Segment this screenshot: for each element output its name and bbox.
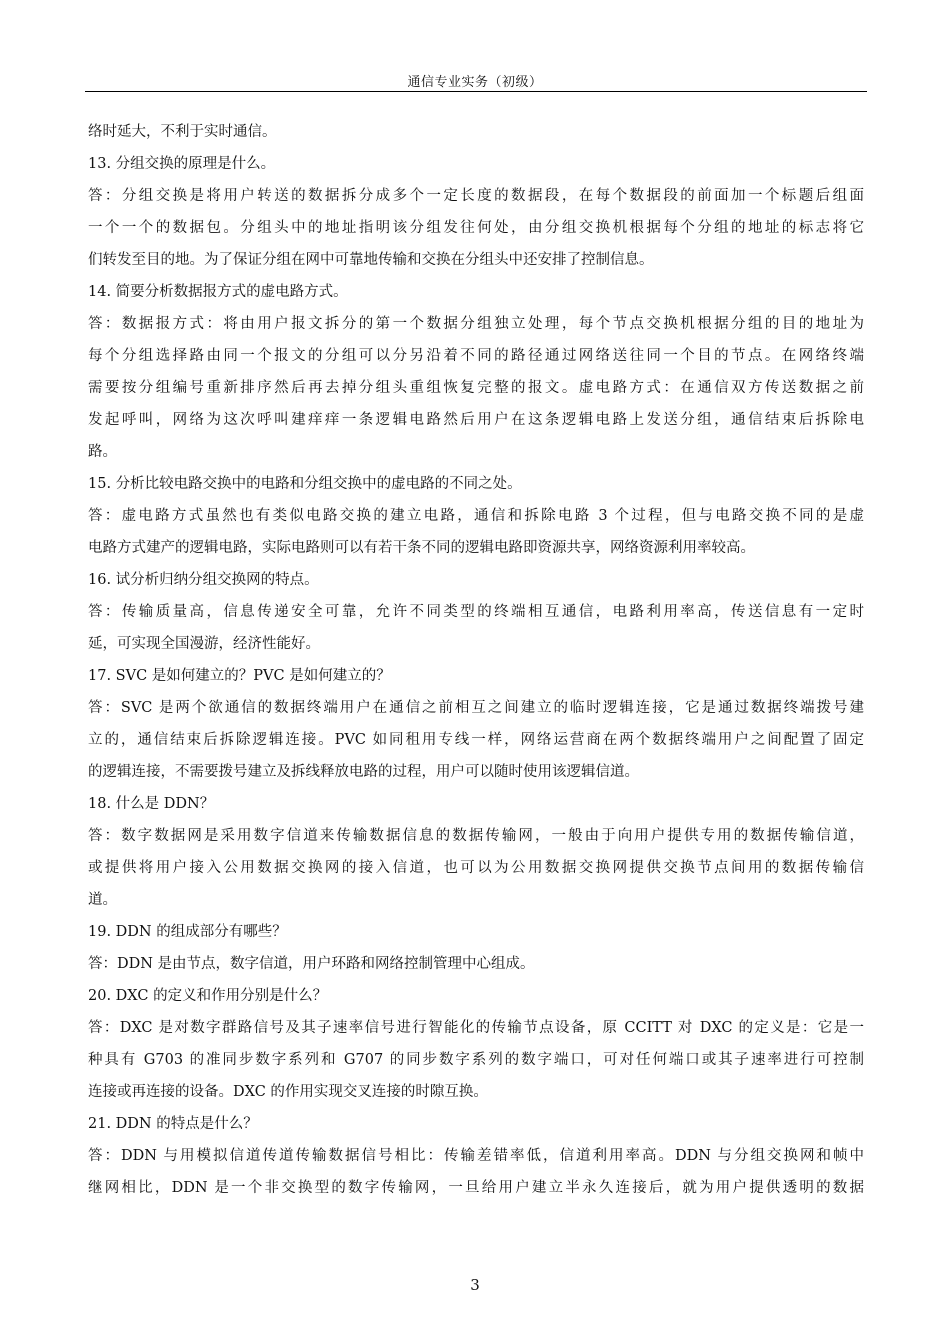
text-line: 每个分组选择路由同一个报文的分组可以分另沿着不同的路径通过网络送往同一个目的节点。在网络终端 [88, 348, 864, 364]
text-line: 们转发至目的地。为了保证分组在网中可靠地传输和交换在分组头中还安排了控制信息。 [88, 252, 654, 268]
text-line: 一个一个的数据包。分组头中的地址指明该分组发往何处，由分组交换机根据每个分组的地址的标志将它 [88, 220, 864, 236]
text-line: 道。 [88, 892, 117, 908]
text-line: 17. SVC 是如何建立的？PVC 是如何建立的？ [88, 668, 391, 684]
text-line: 答：数据报方式：将由用户报文拆分的第一个数据分组独立处理，每个节点交换机根据分组的目的地址为 [88, 316, 864, 332]
text-line: 答：DXC 是对数字群路信号及其子速率信号进行智能化的传输节点设备，原 CCITT 对 DXC 的定义是：它是一 [88, 1020, 864, 1036]
text-line: 种具有 G703 的准同步数字系列和 G707 的同步数字系列的数字端口，可对任何端口或其子速率进行可控制 [88, 1052, 864, 1068]
text-line: 延，可实现全国漫游，经济性能好。 [88, 636, 320, 652]
text-line: 或提供将用户接入公用数据交换网的接入信道，也可以为公用数据交换网提供交换节点间用的数据传输信 [88, 860, 864, 876]
text-line: 20. DXC 的定义和作用分别是什么？ [88, 988, 328, 1004]
text-line: 14. 简要分析数据报方式的虚电路方式。 [88, 284, 348, 300]
text-line: 连接或再连接的设备。DXC 的作用实现交叉连接的时隙互换。 [88, 1084, 488, 1100]
page-header-title: 通信专业实务（初级） [407, 75, 543, 90]
text-line: 发起呼叫，网络为这次呼叫建痒痒一条逻辑电路然后用户在这条逻辑电路上发送分组，通信结束后拆除电 [88, 412, 864, 428]
text-line: 电路方式建产的逻辑电路，实际电路则可以有若干条不同的逻辑电路即资源共享，网络资源利用率较高。 [88, 540, 755, 556]
text-line: 15. 分析比较电路交换中的电路和分组交换中的虚电路的不同之处。 [88, 476, 522, 492]
text-line: 18. 什么是 DDN？ [88, 796, 215, 812]
header-rule [85, 91, 867, 92]
text-line: 答：分组交换是将用户转送的数据拆分成多个一定长度的数据段，在每个数据段的前面加一个标题后组面 [88, 188, 864, 204]
text-line: 答：虚电路方式虽然也有类似电路交换的建立电路，通信和拆除电路 3 个过程，但与电路交换不同的是虚 [88, 508, 864, 524]
text-line: 答：传输质量高，信息传递安全可靠，允许不同类型的终端相互通信，电路利用率高，传送信息有一定时 [88, 604, 864, 620]
text-line: 路。 [88, 444, 117, 460]
text-line: 19. DDN 的组成部分有哪些？ [88, 924, 287, 940]
text-line: 继网相比，DDN 是一个非交换型的数字传输网，一旦给用户建立半永久连接后，就为用户提供透明的数据 [88, 1180, 864, 1196]
text-line: 答：DDN 与用模拟信道传道传输数据信号相比：传输差错率低，信道利用率高。DDN 与分组交换网和帧中 [88, 1148, 864, 1164]
document-body [88, 116, 864, 1204]
text-line: 需要按分组编号重新排序然后再去掉分组头重组恢复完整的报文。虚电路方式：在通信双方传送数据之前 [88, 380, 864, 396]
text-line: 络时延大，不利于实时通信。 [88, 124, 277, 140]
text-line: 立的，通信结束后拆除逻辑连接。PVC 如同租用专线一样，网络运营商在两个数据终端用户之间配置了固定 [88, 732, 864, 748]
text-line: 的逻辑连接，不需要拨号建立及拆线释放电路的过程，用户可以随时使用该逻辑信道。 [88, 764, 639, 780]
text-line: 答：DDN 是由节点，数字信道，用户环路和网络控制管理中心组成。 [88, 956, 535, 972]
text-line: 13. 分组交换的原理是什么。 [88, 156, 276, 172]
text-line: 答：数字数据网是采用数字信道来传输数据信息的数据传输网，一般由于向用户提供专用的数据传输信道， [88, 828, 864, 844]
text-line: 16. 试分析归纳分组交换网的特点。 [88, 572, 319, 588]
text-line: 答：SVC 是两个欲通信的数据终端用户在通信之前相互之间建立的临时逻辑连接，它是通过数据终端拨号建 [88, 700, 864, 716]
text-line: 21. DDN 的特点是什么？ [88, 1116, 258, 1132]
page-number: 3 [470, 1276, 480, 1294]
